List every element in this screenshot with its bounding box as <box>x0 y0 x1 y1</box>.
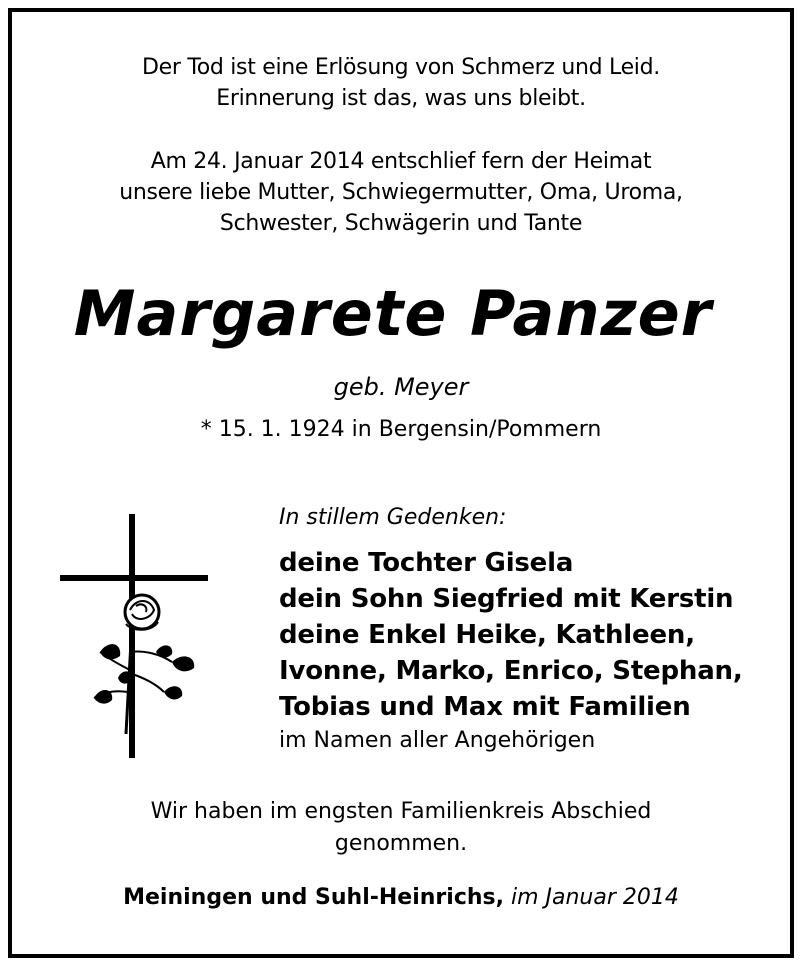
mourner-line: Ivonne, Marko, Enrico, Stephan, <box>279 656 743 686</box>
mourner-line: deine Enkel Heike, Kathleen, <box>279 620 695 650</box>
cross-with-rose-icon <box>56 502 216 762</box>
mourner-line: dein Sohn Siegfried mit Kerstin <box>279 584 734 614</box>
farewell-line-2: genommen. <box>334 831 468 856</box>
memory-heading: In stillem Gedenken: <box>279 505 507 530</box>
date: im Januar 2014 <box>510 885 679 910</box>
mourners-list <box>279 545 743 757</box>
motto-line-1: Der Tod ist eine Erlösung von Schmerz und Leid. <box>142 55 660 80</box>
birth-name: geb. Meyer <box>333 373 469 401</box>
mourner-line: deine Tochter Gisela <box>279 548 574 578</box>
deceased-name: Margarete Panzer <box>73 277 713 350</box>
motto-line-2: Erinnerung ist das, was uns bleibt. <box>216 86 586 111</box>
mourner-line: Tobias und Max mit Familien <box>279 692 691 722</box>
intro-line-1: Am 24. Januar 2014 entschlief fern der Heimat <box>150 149 652 174</box>
birth-info: * 15. 1. 1924 in Bergensin/Pommern <box>200 417 602 442</box>
mourners-closing: im Namen aller Angehörigen <box>279 728 596 753</box>
motto <box>12 52 790 114</box>
place-date <box>12 882 790 914</box>
intro-text <box>12 146 790 239</box>
intro-line-2: unsere liebe Mutter, Schwiegermutter, Oma, Uroma, <box>119 180 683 205</box>
farewell-line-1: Wir haben im engsten Familienkreis Abschied <box>150 799 652 824</box>
obituary-frame <box>8 8 794 958</box>
intro-line-3: Schwester, Schwägerin und Tante <box>219 211 583 236</box>
place: Meiningen und Suhl-Heinrichs, <box>123 885 504 910</box>
farewell-note <box>12 796 790 860</box>
